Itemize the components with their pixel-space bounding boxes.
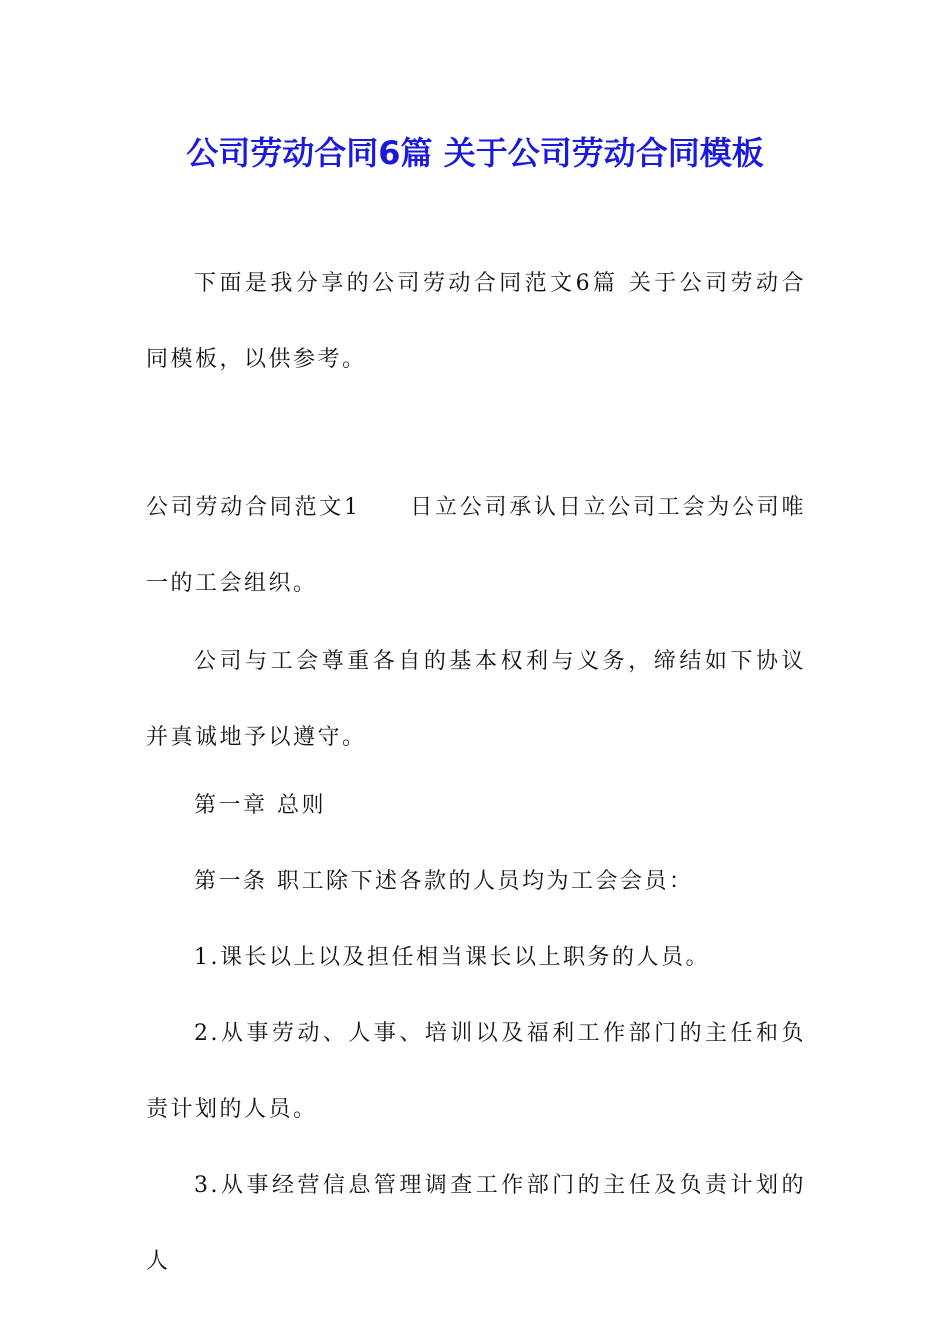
list-item: 2.从事劳动、人事、培训以及福利工作部门的主任和负责计划的人员。 [146,1021,806,1122]
document-title: 公司劳动合同6篇 关于公司劳动合同模板 [186,134,764,172]
intro-paragraph: 下面是我分享的公司劳动合同范文6篇 关于公司劳动合同模板，以供参考。 [146,271,806,372]
body-paragraph: 公司劳动合同范文1 日立公司承认日立公司工会为公司唯一的工会组织。 [146,495,806,596]
body-paragraph: 公司与工会尊重各自的基本权利与义务，缔结如下协议并真诚地予以遵守。 [146,649,806,750]
list-item: 1.课长以上以及担任相当课长以上职务的人员。 [194,945,710,970]
chapter-heading: 第一章 总则 [194,793,326,818]
list-item: 3.从事经营信息管理调查工作部门的主任及负责计划的人 [146,1173,806,1274]
article-paragraph: 第一条 职工除下述各款的人员均为工会会员： [194,869,694,894]
